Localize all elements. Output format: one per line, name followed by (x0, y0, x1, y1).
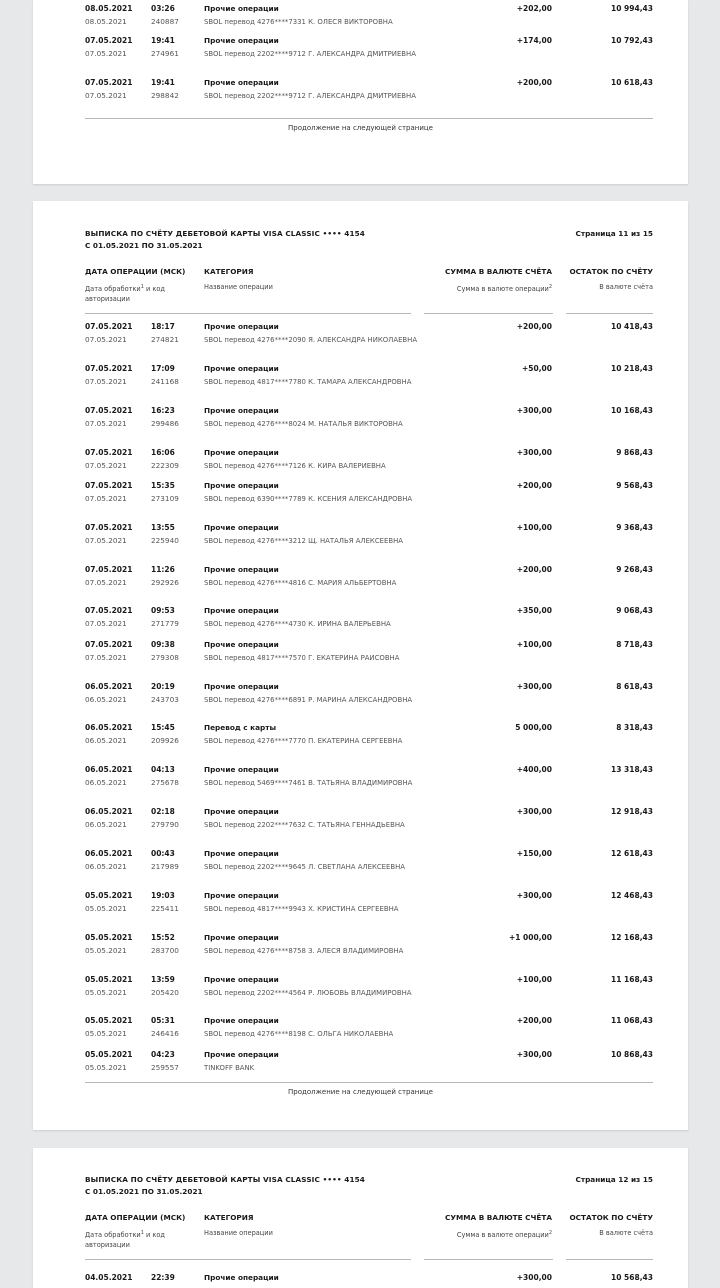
account-balance: 9 268,43 (616, 565, 653, 574)
operation-amount: +300,00 (516, 448, 552, 457)
operation-amount: +100,00 (516, 640, 552, 649)
operation-date: 07.05.2021 (85, 36, 133, 45)
operation-description: SBOL перевод 4276****8198 С. ОЛЬГА НИКОЛАЕВНА (204, 1030, 394, 1038)
operation-category: Прочие операции (204, 364, 279, 373)
processing-date: 07.05.2021 (85, 461, 127, 470)
operation-description: SBOL перевод 6390****7789 К. КСЕНИЯ АЛЕКСАНДРОВНА (204, 495, 413, 503)
operation-date: 06.05.2021 (85, 849, 133, 858)
operation-amount: +200,00 (516, 565, 552, 574)
account-balance: 10 218,43 (611, 364, 653, 373)
operation-time: 20:19 (151, 682, 175, 691)
operation-amount: +300,00 (516, 682, 552, 691)
column-subheader-amount: Сумма в валюте операции$^2$ (456, 284, 552, 294)
auth-code: 246416 (151, 1029, 179, 1038)
auth-code: 298842 (151, 91, 179, 100)
account-balance: 10 168,43 (611, 406, 653, 415)
continuation-note: Продолжение на следующей странице (288, 1088, 433, 1096)
account-balance: 12 618,43 (611, 849, 653, 858)
table-bottom-divider (85, 1082, 653, 1083)
operation-date: 07.05.2021 (85, 606, 133, 615)
account-balance: 12 168,43 (611, 933, 653, 942)
operation-amount: +200,00 (516, 78, 552, 87)
header-divider-balance (566, 1259, 653, 1260)
auth-code: 274821 (151, 335, 179, 344)
account-balance: 9 368,43 (616, 523, 653, 532)
operation-category: Прочие операции (204, 606, 279, 615)
operation-amount: +100,00 (516, 975, 552, 984)
operation-description: SBOL перевод 4276****7126 К. КИРА ВАЛЕРИЕВНА (204, 462, 386, 470)
column-header-amount: СУММА В ВАЛЮТЕ СЧЁТА (445, 1213, 552, 1222)
column-subheader-date: Дата обработки$^1$ и код авторизации (85, 284, 165, 304)
column-subheader-balance: В валюте счёта (599, 283, 653, 291)
operation-time: 09:53 (151, 606, 175, 615)
operation-description: TINKOFF BANK (204, 1064, 255, 1072)
processing-date: 05.05.2021 (85, 1063, 127, 1072)
operation-amount: +150,00 (516, 849, 552, 858)
operation-amount: +200,00 (516, 1016, 552, 1025)
operation-description: SBOL перевод 2202****7632 С. ТАТЬЯНА ГЕННАДЬЕВНА (204, 821, 405, 829)
operation-category: Прочие операции (204, 406, 279, 415)
account-balance: 10 618,43 (611, 78, 653, 87)
account-balance: 10 568,43 (611, 1273, 653, 1282)
column-subheader-category: Название операции (204, 1229, 273, 1237)
operation-date: 05.05.2021 (85, 1050, 133, 1059)
column-subheader-amount: Сумма в валюте операции$^2$ (456, 1230, 552, 1240)
operation-description: SBOL перевод 4276****2090 Я. АЛЕКСАНДРА НИКОЛАЕВНА (204, 336, 418, 344)
operation-amount: 5 000,00 (515, 723, 552, 732)
operation-amount: +350,00 (516, 606, 552, 615)
statement-page-11 (33, 201, 688, 1130)
processing-date: 07.05.2021 (85, 419, 127, 428)
operation-time: 22:39 (151, 1273, 175, 1282)
operation-category: Прочие операции (204, 1016, 279, 1025)
operation-category: Прочие операции (204, 481, 279, 490)
operation-time: 15:35 (151, 481, 175, 490)
operation-date: 06.05.2021 (85, 723, 133, 732)
operation-category: Прочие операции (204, 1273, 279, 1282)
account-balance: 11 168,43 (611, 975, 653, 984)
statement-period: С 01.05.2021 ПО 31.05.2021 (85, 1187, 203, 1196)
operation-date: 07.05.2021 (85, 406, 133, 415)
operation-date: 05.05.2021 (85, 1016, 133, 1025)
operation-description: SBOL перевод 4276****6891 Р. МАРИНА АЛЕКСАНДРОВНА (204, 696, 413, 704)
operation-time: 00:43 (151, 849, 175, 858)
operation-description: SBOL перевод 4276****7770 П. ЕКАТЕРИНА СЕРГЕЕВНА (204, 737, 403, 745)
operation-date: 07.05.2021 (85, 448, 133, 457)
account-balance: 9 868,43 (616, 448, 653, 457)
header-divider-amount (424, 1259, 553, 1260)
operation-description: SBOL перевод 4276****4816 С. МАРИЯ АЛЬБЕРТОВНА (204, 579, 397, 587)
operation-time: 15:52 (151, 933, 175, 942)
processing-date: 07.05.2021 (85, 91, 127, 100)
account-balance: 11 068,43 (611, 1016, 653, 1025)
auth-code: 205420 (151, 988, 179, 997)
operation-time: 15:45 (151, 723, 175, 732)
account-balance: 8 318,43 (616, 723, 653, 732)
column-header-amount: СУММА В ВАЛЮТЕ СЧЁТА (445, 267, 552, 276)
processing-date: 07.05.2021 (85, 653, 127, 662)
operation-time: 13:59 (151, 975, 175, 984)
operation-description: SBOL перевод 4276****3212 Щ. НАТАЛЬЯ АЛЕКСЕЕВНА (204, 537, 403, 545)
auth-code: 273109 (151, 494, 179, 503)
operation-category: Прочие операции (204, 78, 279, 87)
operation-time: 19:41 (151, 78, 175, 87)
auth-code: 275678 (151, 778, 179, 787)
header-divider-left (85, 313, 411, 314)
operation-category: Прочие операции (204, 765, 279, 774)
auth-code: 225940 (151, 536, 179, 545)
column-header-category: КАТЕГОРИЯ (204, 1213, 254, 1222)
operation-description: SBOL перевод 2202****9712 Г. АЛЕКСАНДРА ДМИТРИЕВНА (204, 50, 416, 58)
processing-date: 07.05.2021 (85, 335, 127, 344)
account-balance: 10 994,43 (611, 4, 653, 13)
operation-description: SBOL перевод 4276****7331 К. ОЛЕСЯ ВИКТОРОВНА (204, 18, 393, 26)
operation-amount: +300,00 (516, 807, 552, 816)
processing-date: 07.05.2021 (85, 494, 127, 503)
processing-date: 06.05.2021 (85, 862, 127, 871)
processing-date: 08.05.2021 (85, 17, 127, 26)
operation-description: SBOL перевод 4817****7780 К. ТАМАРА АЛЕКСАНДРОВНА (204, 378, 412, 386)
operation-category: Прочие операции (204, 1050, 279, 1059)
operation-category: Прочие операции (204, 4, 279, 13)
processing-date: 05.05.2021 (85, 904, 127, 913)
column-subheader-balance: В валюте счёта (599, 1229, 653, 1237)
operation-category: Прочие операции (204, 933, 279, 942)
operation-description: SBOL перевод 4817****9943 Х. КРИСТИНА СЕРГЕЕВНА (204, 905, 399, 913)
operation-date: 05.05.2021 (85, 975, 133, 984)
account-balance: 10 418,43 (611, 322, 653, 331)
operation-date: 07.05.2021 (85, 481, 133, 490)
operation-category: Прочие операции (204, 682, 279, 691)
operation-amount: +200,00 (516, 322, 552, 331)
account-balance: 12 918,43 (611, 807, 653, 816)
column-subheader-date: Дата обработки$^1$ и код авторизации (85, 1230, 165, 1250)
operation-time: 17:09 (151, 364, 175, 373)
operation-time: 04:13 (151, 765, 175, 774)
auth-code: 217989 (151, 862, 179, 871)
table-bottom-divider (85, 118, 653, 119)
auth-code: 209926 (151, 736, 179, 745)
processing-date: 07.05.2021 (85, 49, 127, 58)
processing-date: 06.05.2021 (85, 695, 127, 704)
operation-time: 04:23 (151, 1050, 175, 1059)
column-header-balance: ОСТАТОК ПО СЧЁТУ (569, 267, 653, 276)
operation-category: Прочие операции (204, 448, 279, 457)
processing-date: 05.05.2021 (85, 988, 127, 997)
operation-description: SBOL перевод 4276****8758 З. АЛЕСЯ ВЛАДИМИРОВНА (204, 947, 404, 955)
column-header-balance: ОСТАТОК ПО СЧЁТУ (569, 1213, 653, 1222)
operation-category: Прочие операции (204, 523, 279, 532)
statement-page-12 (33, 1148, 688, 1288)
processing-date: 07.05.2021 (85, 578, 127, 587)
operation-time: 11:26 (151, 565, 175, 574)
auth-code: 222309 (151, 461, 179, 470)
operation-time: 02:18 (151, 807, 175, 816)
operation-category: Прочие операции (204, 322, 279, 331)
auth-code: 259557 (151, 1063, 179, 1072)
operation-time: 09:38 (151, 640, 175, 649)
account-balance: 10 792,43 (611, 36, 653, 45)
processing-date: 07.05.2021 (85, 377, 127, 386)
operation-date: 05.05.2021 (85, 891, 133, 900)
operation-time: 03:26 (151, 4, 175, 13)
operation-category: Перевод с карты (204, 723, 277, 732)
operation-amount: +50,00 (521, 364, 552, 373)
page-number: Страница 11 из 15 (575, 229, 653, 238)
statement-title: ВЫПИСКА ПО СЧЁТУ ДЕБЕТОВОЙ КАРТЫ VISA CLASSIC •••• 4154 (85, 229, 365, 238)
operation-description: SBOL перевод 2202****4564 Р. ЛЮБОВЬ ВЛАДИМИРОВНА (204, 989, 412, 997)
operation-time: 18:17 (151, 322, 175, 331)
operation-amount: +100,00 (516, 523, 552, 532)
operation-amount: +400,00 (516, 765, 552, 774)
column-subheader-category: Название операции (204, 283, 273, 291)
operation-amount: +300,00 (516, 406, 552, 415)
operation-category: Прочие операции (204, 891, 279, 900)
operation-amount: +174,00 (516, 36, 552, 45)
operation-description: SBOL перевод 4276****8024 М. НАТАЛЬЯ ВИКТОРОВНА (204, 420, 403, 428)
operation-category: Прочие операции (204, 640, 279, 649)
account-balance: 13 318,43 (611, 765, 653, 774)
operation-time: 16:06 (151, 448, 175, 457)
account-balance: 8 618,43 (616, 682, 653, 691)
header-divider-amount (424, 313, 553, 314)
auth-code: 279790 (151, 820, 179, 829)
operation-amount: +1 000,00 (508, 933, 552, 942)
auth-code: 283700 (151, 946, 179, 955)
operation-time: 19:41 (151, 36, 175, 45)
operation-date: 06.05.2021 (85, 765, 133, 774)
statement-title: ВЫПИСКА ПО СЧЁТУ ДЕБЕТОВОЙ КАРТЫ VISA CLASSIC •••• 4154 (85, 1175, 365, 1184)
auth-code: 241168 (151, 377, 179, 386)
operation-description: SBOL перевод 5469****7461 В. ТАТЬЯНА ВЛАДИМИРОВНА (204, 779, 413, 787)
processing-date: 06.05.2021 (85, 820, 127, 829)
processing-date: 06.05.2021 (85, 778, 127, 787)
auth-code: 240887 (151, 17, 179, 26)
processing-date: 06.05.2021 (85, 736, 127, 745)
operation-time: 19:03 (151, 891, 175, 900)
operation-category: Прочие операции (204, 849, 279, 858)
auth-code: 274961 (151, 49, 179, 58)
auth-code: 225411 (151, 904, 179, 913)
auth-code: 271779 (151, 619, 179, 628)
operation-category: Прочие операции (204, 36, 279, 45)
operation-category: Прочие операции (204, 565, 279, 574)
operation-date: 06.05.2021 (85, 807, 133, 816)
auth-code: 243703 (151, 695, 179, 704)
operation-date: 08.05.2021 (85, 4, 133, 13)
column-header-date: ДАТА ОПЕРАЦИИ (МСК) (85, 1213, 186, 1222)
auth-code: 292926 (151, 578, 179, 587)
operation-description: SBOL перевод 2202****9645 Л. СВЕТЛАНА АЛЕКСЕЕВНА (204, 863, 405, 871)
processing-date: 07.05.2021 (85, 536, 127, 545)
page-number: Страница 12 из 15 (575, 1175, 653, 1184)
operation-time: 16:23 (151, 406, 175, 415)
processing-date: 05.05.2021 (85, 1029, 127, 1038)
auth-code: 279308 (151, 653, 179, 662)
processing-date: 05.05.2021 (85, 946, 127, 955)
column-header-date: ДАТА ОПЕРАЦИИ (МСК) (85, 267, 186, 276)
operation-date: 04.05.2021 (85, 1273, 133, 1282)
statement-period: С 01.05.2021 ПО 31.05.2021 (85, 241, 203, 250)
operation-date: 05.05.2021 (85, 933, 133, 942)
operation-date: 07.05.2021 (85, 523, 133, 532)
operation-amount: +300,00 (516, 1050, 552, 1059)
continuation-note: Продолжение на следующей странице (288, 124, 433, 132)
operation-time: 13:55 (151, 523, 175, 532)
header-divider-left (85, 1259, 411, 1260)
operation-date: 07.05.2021 (85, 322, 133, 331)
operation-category: Прочие операции (204, 807, 279, 816)
operation-date: 07.05.2021 (85, 640, 133, 649)
operation-amount: +300,00 (516, 1273, 552, 1282)
operation-category: Прочие операции (204, 975, 279, 984)
operation-date: 07.05.2021 (85, 565, 133, 574)
account-balance: 8 718,43 (616, 640, 653, 649)
operation-amount: +300,00 (516, 891, 552, 900)
operation-date: 07.05.2021 (85, 78, 133, 87)
account-balance: 12 468,43 (611, 891, 653, 900)
auth-code: 299486 (151, 419, 179, 428)
account-balance: 10 868,43 (611, 1050, 653, 1059)
operation-amount: +200,00 (516, 481, 552, 490)
account-balance: 9 568,43 (616, 481, 653, 490)
processing-date: 07.05.2021 (85, 619, 127, 628)
account-balance: 9 068,43 (616, 606, 653, 615)
operation-description: SBOL перевод 4276****4730 К. ИРИНА ВАЛЕРЬЕВНА (204, 620, 391, 628)
header-divider-balance (566, 313, 653, 314)
operation-time: 05:31 (151, 1016, 175, 1025)
operation-amount: +202,00 (516, 4, 552, 13)
operation-date: 06.05.2021 (85, 682, 133, 691)
operation-description: SBOL перевод 4817****7570 Г. ЕКАТЕРИНА РАИСОВНА (204, 654, 400, 662)
statement-page-10 (33, 0, 688, 184)
column-header-category: КАТЕГОРИЯ (204, 267, 254, 276)
operation-date: 07.05.2021 (85, 364, 133, 373)
operation-description: SBOL перевод 2202****9712 Г. АЛЕКСАНДРА ДМИТРИЕВНА (204, 92, 416, 100)
